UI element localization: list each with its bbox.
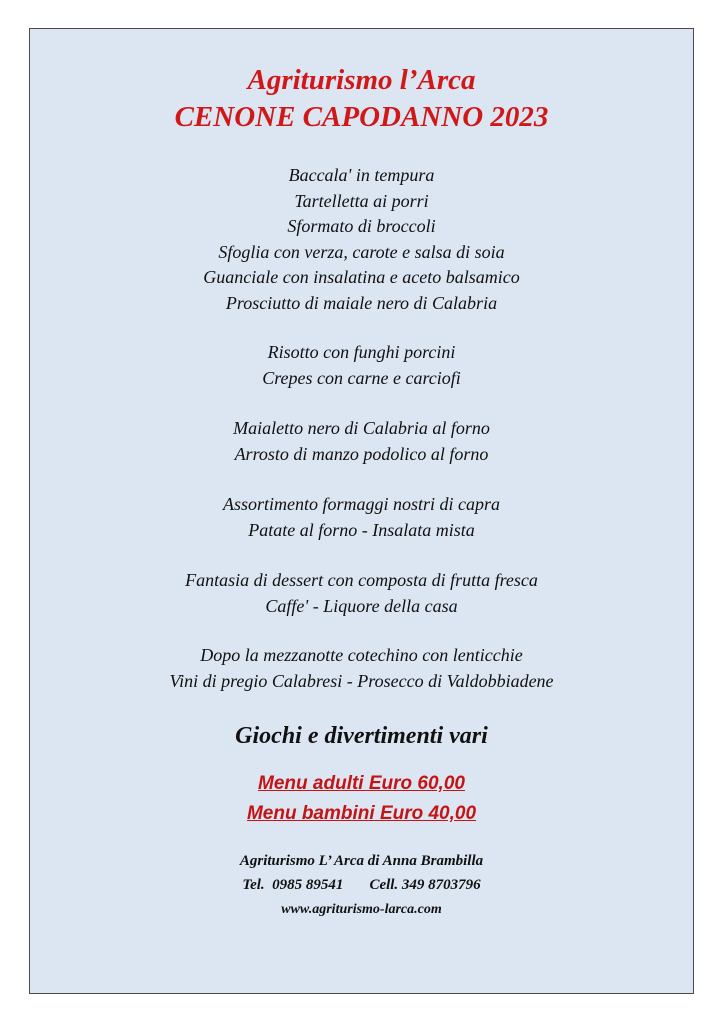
menu-section-secondi (30, 416, 693, 467)
menu-item: Tartelletta ai porri (294, 190, 429, 211)
menu-item: Crepes con carne e carciofi (262, 367, 461, 388)
menu-item: Arrosto di manzo podolico al forno (234, 443, 489, 464)
menu-item: Risotto con funghi porcini (267, 342, 456, 362)
menu-item: Vini di pregio Calabresi - Prosecco di Valdobbiadene (169, 670, 554, 691)
menu-item: Prosciutto di maiale nero di Calabria (225, 292, 498, 313)
menu-item: Sfoglia con verza, carote e salsa di soia (218, 241, 505, 262)
contact-phones (30, 876, 693, 894)
menu-item: Sformato di broccoli (287, 216, 436, 236)
page-title: Agriturismo l’Arca (247, 64, 476, 96)
contact-cell: Cell. 349 8703796 (369, 877, 481, 893)
contact-website[interactable]: www.agriturismo-larca.com (281, 902, 442, 917)
menu-page (29, 28, 694, 994)
menu-item: Assortimento formaggi nostri di capra (222, 494, 500, 514)
menu-item: Patate al forno - Insalata mista (248, 519, 475, 540)
menu-item: Baccala' in tempura (288, 165, 435, 185)
menu-item: Maialetto nero di Calabria al forno (233, 418, 490, 438)
menu-section-mezzanotte (30, 643, 693, 694)
page-subtitle: CENONE CAPODANNO 2023 (174, 101, 549, 133)
menu-item: Caffe' - Liquore della casa (265, 595, 458, 616)
menu-item: Dopo la mezzanotte cotechino con lenticchie (200, 645, 523, 665)
contact-tel: Tel. 0985 89541 (242, 877, 344, 893)
price-adults: Menu adulti Euro 60,00 (258, 773, 465, 794)
menu-section-dolci (30, 568, 693, 619)
menu-item: Fantasia di dessert con composta di frutta fresca (185, 570, 538, 590)
menu-item: Guanciale con insalatina e aceto balsamico (203, 267, 520, 287)
price-children: Menu bambini Euro 40,00 (246, 803, 477, 824)
contact-name: Agriturismo L’ Arca di Anna Brambilla (239, 853, 484, 869)
menu-section-antipasti (30, 163, 693, 316)
menu-section-contorni (30, 492, 693, 543)
entertainment-heading: Giochi e divertimenti vari (235, 723, 488, 749)
menu-section-primi (30, 340, 693, 391)
